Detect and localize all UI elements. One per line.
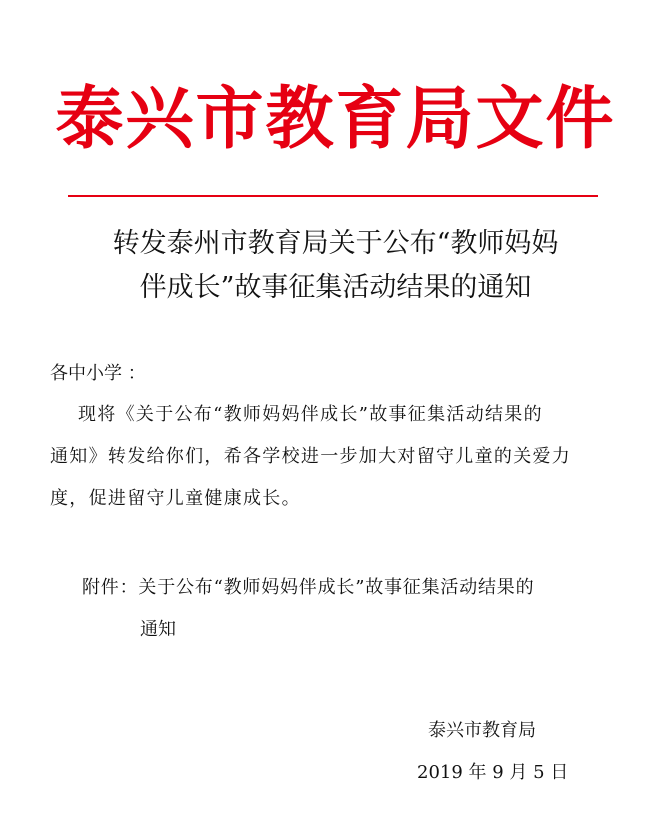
body-line: 通知》转发给你们，希各学校进一步加大对留守儿童的关爱力 <box>50 446 572 467</box>
body-line: 现将《关于公布“教师妈妈伴成长”故事征集活动结果的 <box>78 404 543 425</box>
salutation: 各中小学 ： <box>50 363 146 384</box>
body-line: 度，促进留守儿童健康成长。 <box>50 488 301 509</box>
document-title-line: 转发泰州市教育局关于公布“教师妈妈 <box>112 228 559 259</box>
attachment-line: 通知 <box>140 619 176 640</box>
signature-organization: 泰兴市教育局 <box>428 720 536 741</box>
document-title-line: 伴成长”故事征集活动结果的通知 <box>139 272 532 303</box>
red-header-rule <box>68 195 598 197</box>
document-title <box>40 222 631 310</box>
signature-date: 2019 年 9 月 5 日 <box>417 762 569 783</box>
attachment-line: 附件：关于公布“教师妈妈伴成长”故事征集活动结果的 <box>82 577 535 598</box>
red-header-title: 泰兴市教育局文件 <box>55 79 616 159</box>
